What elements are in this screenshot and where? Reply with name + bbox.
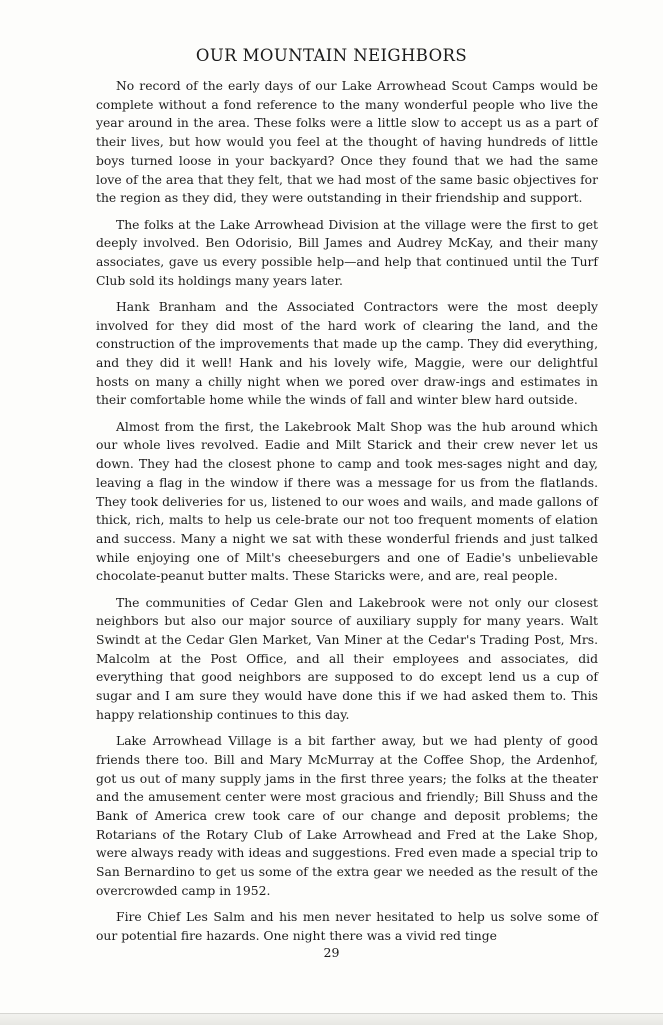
body-text [96, 77, 598, 953]
paragraph-3: Hank Branham and the Associated Contractors were the most deeply involved for they did most of the hard work of clearing the land, and the construction of the improvements that made up the camp. They did everything, and they did it well! Hank and his lovely wife, Maggie, were our delightful hosts on many a chilly night when we pored over draw-ings and estimates in their comfortable home while the winds of fall and winter blew hard outside. [96, 299, 598, 408]
page-title: OUR MOUNTAIN NEIGHBORS [195, 46, 468, 65]
paragraph-7: Fire Chief Les Salm and his men never hesitated to help us solve some of our potential fire hazards. One night there was a vivid red tinge [96, 910, 598, 943]
paragraph-6: Lake Arrowhead Village is a bit farther away, but we had plenty of good friends there too. Bill and Mary McMurray at the Coffee Shop, the Ardenhof, got us out of many supply jams in the first three years; the folks at the theater and the amusement center were most gracious and friendly; Bill Shuss and the Bank of America crew took care of our change and deposit problems; the Rotarians of the Rotary Club of Lake Arrowhead and Fred at the Lake Shop, were always ready with ideas and suggestions. Fred even made a special trip to San Bernardino to get us some of the extra gear we needed as the result of the overcrowded camp in 1952. [96, 734, 598, 898]
page-bottom-edge [0, 1013, 663, 1025]
paragraph-2: The folks at the Lake Arrowhead Division at the village were the first to get deeply involved. Ben Odorisio, Bill James and Audrey McKay, and their many associates, gave us every possible help—and help that continued until the Turf Club sold its holdings many years later. [96, 217, 598, 288]
page-number: 29 [323, 945, 340, 960]
paragraph-5: The communities of Cedar Glen and Lakebrook were not only our closest neighbors but also our major source of auxiliary supply for many years. Walt Swindt at the Cedar Glen Market, Van Miner at the Cedar's Trading Post, Mrs. Malcolm at the Post Office, and all their employees and associates, did everything that good neighbors are supposed to do except lend us a cup of sugar and I am sure they would have done this if we had asked them to. This happy relationship continues to this day. [96, 595, 598, 722]
paragraph-4: Almost from the first, the Lakebrook Malt Shop was the hub around which our whole lives revolved. Eadie and Milt Starick and their crew never let us down. They had the closest phone to camp and took mes-sages night and day, leaving a flag in the window if there was a message for us from the flatlands. They took deliveries for us, listened to our woes and wails, and made gallons of thick, rich, malts to help us cele-brate our not too frequent moments of elation and success. Many a night we sat with these wonderful friends and just talked while enjoying one of Milt's cheeseburgers and one of Eadie's unbelievable chocolate-peanut butter malts. These Staricks were, and are, real people. [96, 419, 598, 584]
paragraph-1: No record of the early days of our Lake Arrowhead Scout Camps would be complete without a fond reference to the many wonderful people who live the year around in the area. These folks were a little slow to accept us as a part of their lives, but how would you feel at the thought of having hundreds of little boys turned loose in your backyard? Once they found that we had the same love of the area that they felt, that we had most of the same basic objectives for the region as they did, they were outstanding in their friendship and support. [96, 79, 598, 206]
